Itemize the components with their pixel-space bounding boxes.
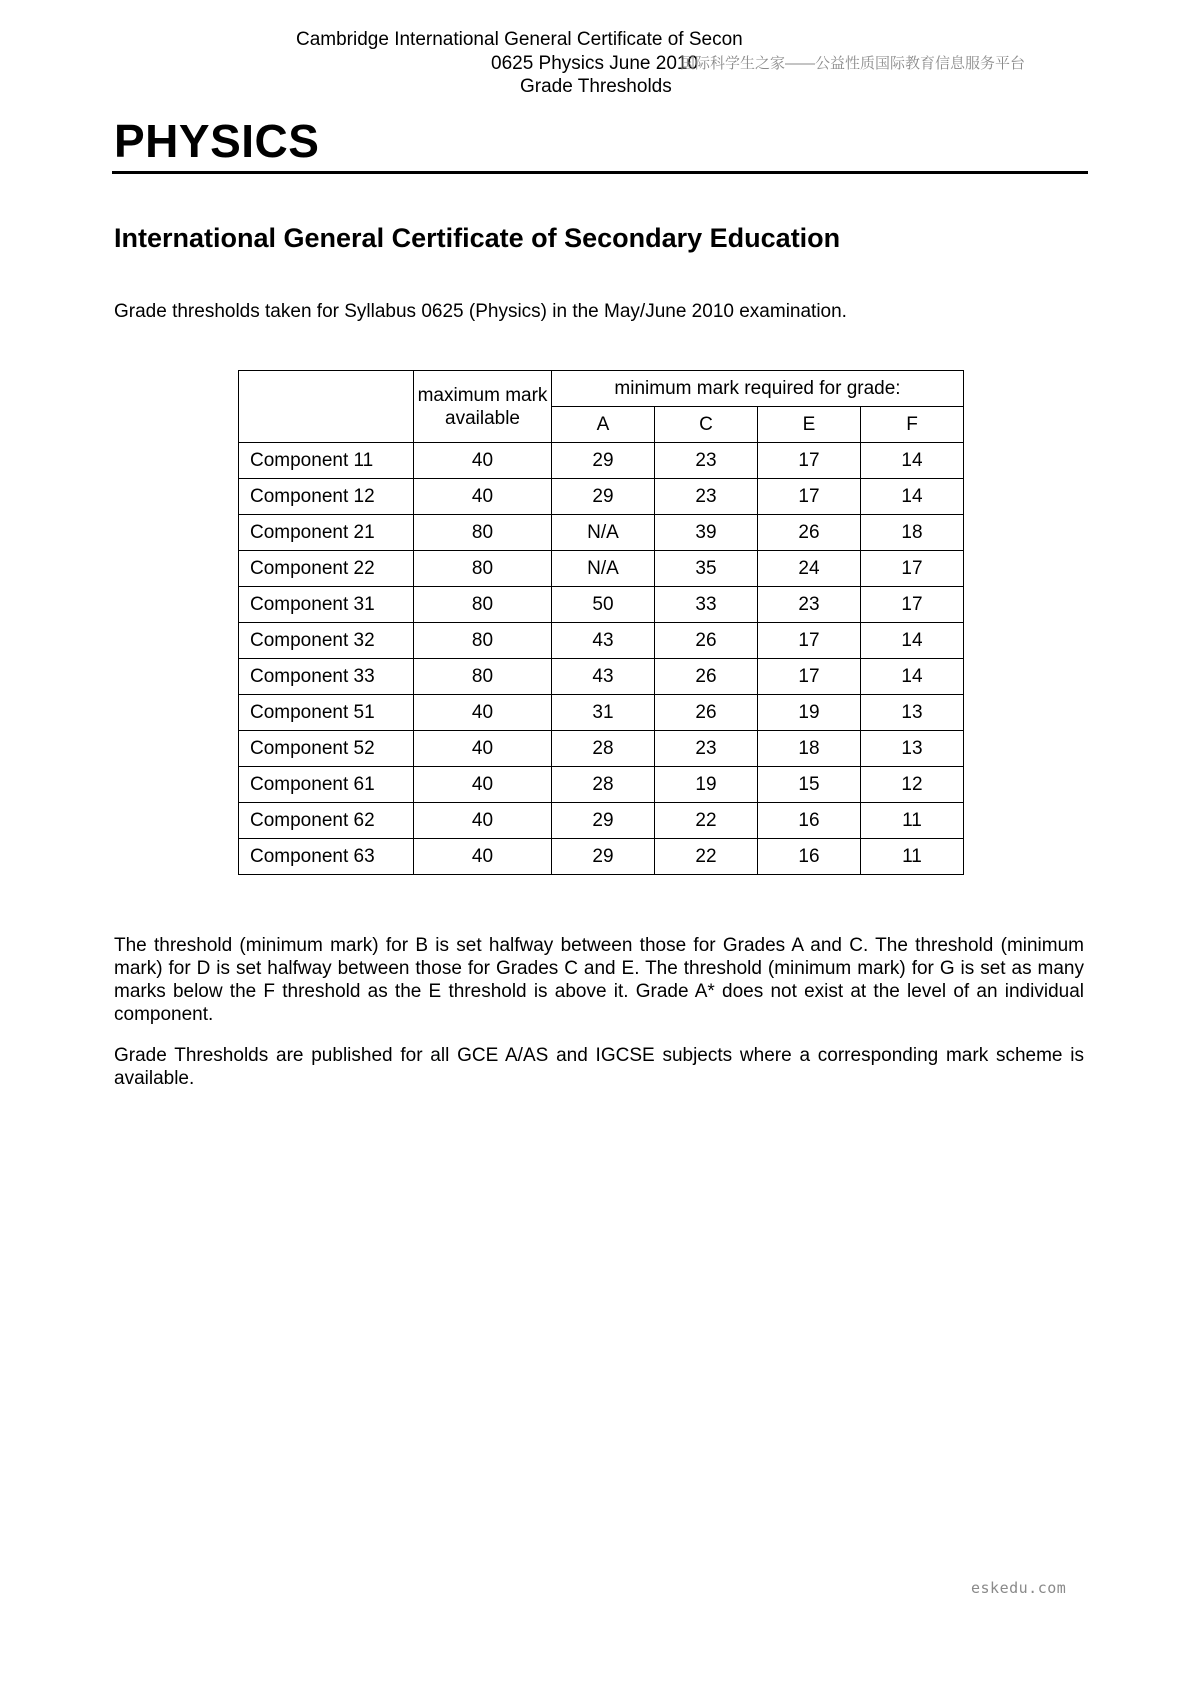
grade-c-cell: 26 <box>655 695 758 731</box>
max-mark-cell: 40 <box>414 803 552 839</box>
grade-f-cell: 13 <box>861 731 964 767</box>
table-row <box>239 515 964 551</box>
min-mark-header: minimum mark required for grade: <box>552 371 964 407</box>
watermark-text: 国际科学生之家——公益性质国际教育信息服务平台 <box>680 55 1026 72</box>
grade-c-cell: 22 <box>655 839 758 875</box>
grade-e-cell: 24 <box>758 551 861 587</box>
component-name-cell: Component 31 <box>239 587 414 623</box>
grade-e-cell: 16 <box>758 839 861 875</box>
grade-a-cell: N/A <box>552 551 655 587</box>
grade-c-cell: 26 <box>655 623 758 659</box>
grade-thresholds-table <box>238 370 964 875</box>
grade-a-cell: 29 <box>552 803 655 839</box>
component-name-cell: Component 21 <box>239 515 414 551</box>
grade-header-a: A <box>552 407 655 443</box>
max-mark-cell: 40 <box>414 767 552 803</box>
grade-e-cell: 23 <box>758 587 861 623</box>
component-name-cell: Component 63 <box>239 839 414 875</box>
max-mark-cell: 40 <box>414 479 552 515</box>
component-name-cell: Component 12 <box>239 479 414 515</box>
grade-f-cell: 17 <box>861 551 964 587</box>
grade-c-cell: 19 <box>655 767 758 803</box>
grade-a-cell: 28 <box>552 731 655 767</box>
grade-c-cell: 35 <box>655 551 758 587</box>
table-row <box>239 731 964 767</box>
grade-f-cell: 12 <box>861 767 964 803</box>
grade-e-cell: 19 <box>758 695 861 731</box>
table-row <box>239 479 964 515</box>
max-mark-header: maximum mark available <box>414 371 552 443</box>
grade-a-cell: 50 <box>552 587 655 623</box>
grade-c-cell: 23 <box>655 479 758 515</box>
table-row <box>239 587 964 623</box>
grade-e-cell: 17 <box>758 659 861 695</box>
grade-c-cell: 22 <box>655 803 758 839</box>
grade-f-cell: 14 <box>861 659 964 695</box>
grade-f-cell: 14 <box>861 623 964 659</box>
grade-e-cell: 17 <box>758 443 861 479</box>
intro-text: Grade thresholds taken for Syllabus 0625 (Physics) in the May/June 2010 examination. <box>114 301 847 322</box>
grade-a-cell: 43 <box>552 623 655 659</box>
footer-site: eskedu.com <box>971 1579 1067 1597</box>
component-name-cell: Component 62 <box>239 803 414 839</box>
grade-e-cell: 15 <box>758 767 861 803</box>
grade-f-cell: 17 <box>861 587 964 623</box>
max-mark-cell: 40 <box>414 443 552 479</box>
grade-e-cell: 17 <box>758 623 861 659</box>
threshold-explanation: The threshold (minimum mark) for B is set halfway between those for Grades A and C. The threshold (minimum mark) for D is set halfway between those for Grades C and E. The threshold (minimum mark) for G is set as many marks below the F threshold as the E threshold is above it. Grade A* does not exist at the level of an individual component. <box>114 935 1084 1025</box>
table-row <box>239 695 964 731</box>
max-mark-cell: 40 <box>414 695 552 731</box>
grade-c-cell: 26 <box>655 659 758 695</box>
component-name-cell: Component 33 <box>239 659 414 695</box>
table-header-row <box>239 371 964 407</box>
grade-f-cell: 11 <box>861 803 964 839</box>
grade-e-cell: 16 <box>758 803 861 839</box>
grade-a-cell: 29 <box>552 479 655 515</box>
grade-header-e: E <box>758 407 861 443</box>
grade-a-cell: 29 <box>552 443 655 479</box>
max-mark-cell: 80 <box>414 659 552 695</box>
grade-e-cell: 18 <box>758 731 861 767</box>
component-name-cell: Component 22 <box>239 551 414 587</box>
grade-c-cell: 23 <box>655 443 758 479</box>
table-row <box>239 443 964 479</box>
grade-c-cell: 33 <box>655 587 758 623</box>
header-document-type: Grade Thresholds <box>520 76 672 97</box>
publication-note: Grade Thresholds are published for all GCE A/AS and IGCSE subjects where a corresponding mark scheme is available. <box>114 1045 1084 1089</box>
title-divider <box>112 171 1088 174</box>
grade-a-cell: 43 <box>552 659 655 695</box>
max-mark-cell: 80 <box>414 587 552 623</box>
header-exam-title: Cambridge International General Certificate of Secon <box>296 29 743 50</box>
grade-f-cell: 14 <box>861 479 964 515</box>
grade-c-cell: 23 <box>655 731 758 767</box>
grade-a-cell: 28 <box>552 767 655 803</box>
component-name-cell: Component 52 <box>239 731 414 767</box>
grade-a-cell: 29 <box>552 839 655 875</box>
grade-a-cell: N/A <box>552 515 655 551</box>
table-row <box>239 803 964 839</box>
table-row <box>239 551 964 587</box>
grade-f-cell: 13 <box>861 695 964 731</box>
component-name-cell: Component 61 <box>239 767 414 803</box>
max-mark-cell: 40 <box>414 731 552 767</box>
grade-f-cell: 14 <box>861 443 964 479</box>
grade-f-cell: 18 <box>861 515 964 551</box>
grade-f-cell: 11 <box>861 839 964 875</box>
header-paper-name: 0625 Physics June 2010 <box>491 53 699 74</box>
grade-e-cell: 17 <box>758 479 861 515</box>
table-row <box>239 767 964 803</box>
header-corner-cell <box>239 371 414 443</box>
page-title: PHYSICS <box>114 115 320 167</box>
component-name-cell: Component 11 <box>239 443 414 479</box>
table-row <box>239 839 964 875</box>
max-mark-cell: 40 <box>414 839 552 875</box>
max-mark-cell: 80 <box>414 551 552 587</box>
max-mark-cell: 80 <box>414 515 552 551</box>
grade-table-body <box>239 371 964 875</box>
grade-a-cell: 31 <box>552 695 655 731</box>
grade-header-c: C <box>655 407 758 443</box>
page-subtitle: International General Certificate of Secondary Education <box>114 223 841 253</box>
component-name-cell: Component 32 <box>239 623 414 659</box>
table-row <box>239 623 964 659</box>
table-row <box>239 659 964 695</box>
component-name-cell: Component 51 <box>239 695 414 731</box>
grade-header-f: F <box>861 407 964 443</box>
grade-c-cell: 39 <box>655 515 758 551</box>
max-mark-cell: 80 <box>414 623 552 659</box>
grade-e-cell: 26 <box>758 515 861 551</box>
